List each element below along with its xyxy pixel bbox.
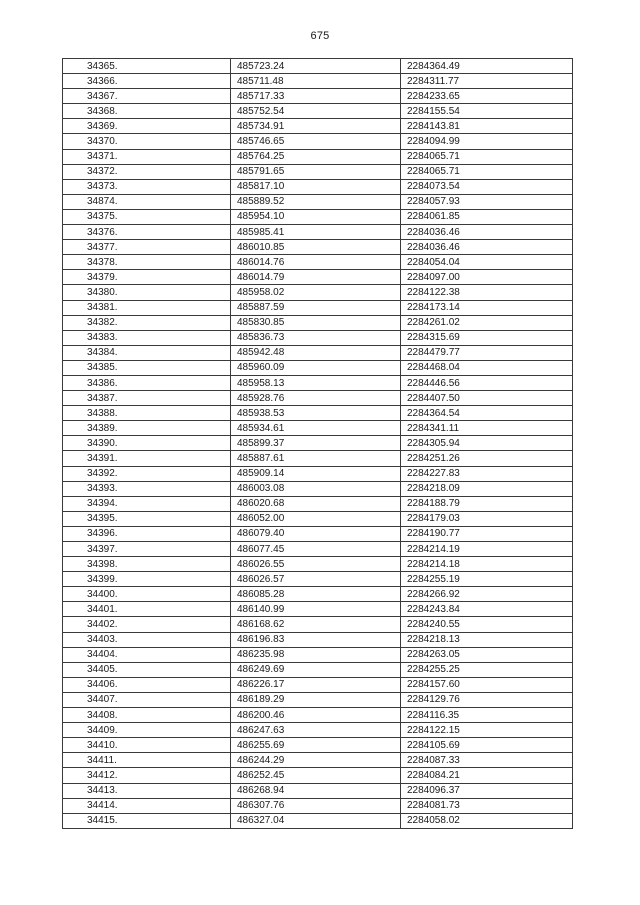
table-row — [63, 496, 573, 511]
x-coordinate-cell: 485887.61 — [231, 451, 401, 466]
point-number-cell: 34373. — [63, 179, 231, 194]
table-row — [63, 768, 573, 783]
y-coordinate-cell: 2284214.19 — [401, 542, 573, 557]
x-coordinate-cell: 486327.04 — [231, 813, 401, 828]
x-coordinate-cell: 485734.91 — [231, 119, 401, 134]
y-coordinate-cell: 2284065.71 — [401, 149, 573, 164]
x-coordinate-cell: 486052.00 — [231, 511, 401, 526]
x-coordinate-cell: 485938.53 — [231, 406, 401, 421]
y-coordinate-cell: 2284305.94 — [401, 436, 573, 451]
point-number-cell: 34406. — [63, 677, 231, 692]
point-number-cell: 34405. — [63, 662, 231, 677]
point-number-cell: 34408. — [63, 708, 231, 723]
table-row — [63, 421, 573, 436]
y-coordinate-cell: 2284214.18 — [401, 557, 573, 572]
table-row — [63, 240, 573, 255]
point-number-cell: 34375. — [63, 209, 231, 224]
point-number-cell: 34376. — [63, 225, 231, 240]
x-coordinate-cell: 486244.29 — [231, 753, 401, 768]
x-coordinate-cell: 486140.99 — [231, 602, 401, 617]
x-coordinate-cell: 486014.79 — [231, 270, 401, 285]
table-row — [63, 345, 573, 360]
point-number-cell: 34384. — [63, 345, 231, 360]
point-number-cell: 34380. — [63, 285, 231, 300]
x-coordinate-cell: 486268.94 — [231, 783, 401, 798]
x-coordinate-cell: 486026.57 — [231, 572, 401, 587]
table-row — [63, 466, 573, 481]
point-number-cell: 34372. — [63, 164, 231, 179]
coordinates-table — [62, 58, 573, 829]
x-coordinate-cell: 486200.46 — [231, 708, 401, 723]
y-coordinate-cell: 2284227.83 — [401, 466, 573, 481]
y-coordinate-cell: 2284240.55 — [401, 617, 573, 632]
point-number-cell: 34371. — [63, 149, 231, 164]
x-coordinate-cell: 486247.63 — [231, 723, 401, 738]
point-number-cell: 34402. — [63, 617, 231, 632]
x-coordinate-cell: 485934.61 — [231, 421, 401, 436]
x-coordinate-cell: 486255.69 — [231, 738, 401, 753]
table-row — [63, 542, 573, 557]
y-coordinate-cell: 2284116.35 — [401, 708, 573, 723]
point-number-cell: 34411. — [63, 753, 231, 768]
y-coordinate-cell: 2284255.19 — [401, 572, 573, 587]
y-coordinate-cell: 2284243.84 — [401, 602, 573, 617]
point-number-cell: 34382. — [63, 315, 231, 330]
x-coordinate-cell: 485889.52 — [231, 194, 401, 209]
table-row — [63, 194, 573, 209]
x-coordinate-cell: 485928.76 — [231, 391, 401, 406]
point-number-cell: 34392. — [63, 466, 231, 481]
table-row — [63, 813, 573, 828]
table-row — [63, 270, 573, 285]
table-row — [63, 662, 573, 677]
table-row — [63, 406, 573, 421]
x-coordinate-cell: 485899.37 — [231, 436, 401, 451]
y-coordinate-cell: 2284218.09 — [401, 481, 573, 496]
point-number-cell: 34409. — [63, 723, 231, 738]
point-number-cell: 34415. — [63, 813, 231, 828]
point-number-cell: 34378. — [63, 255, 231, 270]
point-number-cell: 34393. — [63, 481, 231, 496]
point-number-cell: 34412. — [63, 768, 231, 783]
y-coordinate-cell: 2284087.33 — [401, 753, 573, 768]
table-row — [63, 511, 573, 526]
table-row — [63, 723, 573, 738]
table-row — [63, 708, 573, 723]
x-coordinate-cell: 485942.48 — [231, 345, 401, 360]
x-coordinate-cell: 486196.83 — [231, 632, 401, 647]
point-number-cell: 34394. — [63, 496, 231, 511]
y-coordinate-cell: 2284407.50 — [401, 391, 573, 406]
point-number-cell: 34379. — [63, 270, 231, 285]
x-coordinate-cell: 485836.73 — [231, 330, 401, 345]
y-coordinate-cell: 2284266.92 — [401, 587, 573, 602]
x-coordinate-cell: 486026.55 — [231, 557, 401, 572]
y-coordinate-cell: 2284122.15 — [401, 723, 573, 738]
table-row — [63, 572, 573, 587]
x-coordinate-cell: 485985.41 — [231, 225, 401, 240]
y-coordinate-cell: 2284097.00 — [401, 270, 573, 285]
point-number-cell: 34370. — [63, 134, 231, 149]
y-coordinate-cell: 2284341.11 — [401, 421, 573, 436]
x-coordinate-cell: 486168.62 — [231, 617, 401, 632]
table-row — [63, 300, 573, 315]
y-coordinate-cell: 2284094.99 — [401, 134, 573, 149]
table-row — [63, 526, 573, 541]
y-coordinate-cell: 2284263.05 — [401, 647, 573, 662]
point-number-cell: 34410. — [63, 738, 231, 753]
point-number-cell: 34386. — [63, 375, 231, 390]
table-row — [63, 647, 573, 662]
point-number-cell: 34414. — [63, 798, 231, 813]
y-coordinate-cell: 2284311.77 — [401, 74, 573, 89]
table-row — [63, 602, 573, 617]
y-coordinate-cell: 2284218.13 — [401, 632, 573, 647]
y-coordinate-cell: 2284036.46 — [401, 240, 573, 255]
y-coordinate-cell: 2284157.60 — [401, 677, 573, 692]
table-row — [63, 391, 573, 406]
point-number-cell: 34395. — [63, 511, 231, 526]
y-coordinate-cell: 2284188.79 — [401, 496, 573, 511]
point-number-cell: 34381. — [63, 300, 231, 315]
x-coordinate-cell: 486249.69 — [231, 662, 401, 677]
y-coordinate-cell: 2284255.25 — [401, 662, 573, 677]
x-coordinate-cell: 485954.10 — [231, 209, 401, 224]
table-row — [63, 375, 573, 390]
table-row — [63, 677, 573, 692]
y-coordinate-cell: 2284190.77 — [401, 526, 573, 541]
x-coordinate-cell: 485746.65 — [231, 134, 401, 149]
y-coordinate-cell: 2284155.54 — [401, 104, 573, 119]
point-number-cell: 34407. — [63, 692, 231, 707]
point-number-cell: 34390. — [63, 436, 231, 451]
point-number-cell: 34385. — [63, 360, 231, 375]
y-coordinate-cell: 2284096.37 — [401, 783, 573, 798]
point-number-cell: 34368. — [63, 104, 231, 119]
y-coordinate-cell: 2284179.03 — [401, 511, 573, 526]
table-row — [63, 179, 573, 194]
table-row — [63, 315, 573, 330]
y-coordinate-cell: 2284081.73 — [401, 798, 573, 813]
x-coordinate-cell: 485958.02 — [231, 285, 401, 300]
table-row — [63, 360, 573, 375]
y-coordinate-cell: 2284036.46 — [401, 225, 573, 240]
table-row — [63, 632, 573, 647]
point-number-cell: 34404. — [63, 647, 231, 662]
point-number-cell: 34398. — [63, 557, 231, 572]
table-row — [63, 738, 573, 753]
point-number-cell: 34396. — [63, 526, 231, 541]
table-row — [63, 255, 573, 270]
point-number-cell: 34413. — [63, 783, 231, 798]
table-row — [63, 59, 573, 74]
point-number-cell: 34369. — [63, 119, 231, 134]
point-number-cell: 34367. — [63, 89, 231, 104]
y-coordinate-cell: 2284468.04 — [401, 360, 573, 375]
x-coordinate-cell: 485887.59 — [231, 300, 401, 315]
x-coordinate-cell: 485711.48 — [231, 74, 401, 89]
coordinates-table-body — [63, 59, 573, 829]
point-number-cell: 34383. — [63, 330, 231, 345]
x-coordinate-cell: 485752.54 — [231, 104, 401, 119]
y-coordinate-cell: 2284057.93 — [401, 194, 573, 209]
y-coordinate-cell: 2284251.26 — [401, 451, 573, 466]
y-coordinate-cell: 2284315.69 — [401, 330, 573, 345]
table-row — [63, 89, 573, 104]
point-number-cell: 34365. — [63, 59, 231, 74]
table-row — [63, 617, 573, 632]
page-number: 675 — [310, 30, 330, 42]
y-coordinate-cell: 2284073.54 — [401, 179, 573, 194]
table-row — [63, 119, 573, 134]
x-coordinate-cell: 486252.45 — [231, 768, 401, 783]
y-coordinate-cell: 2284479.77 — [401, 345, 573, 360]
table-row — [63, 149, 573, 164]
x-coordinate-cell: 486010.85 — [231, 240, 401, 255]
x-coordinate-cell: 485717.33 — [231, 89, 401, 104]
point-number-cell: 34399. — [63, 572, 231, 587]
point-number-cell: 34391. — [63, 451, 231, 466]
x-coordinate-cell: 485958.13 — [231, 375, 401, 390]
table-row — [63, 164, 573, 179]
table-row — [63, 330, 573, 345]
x-coordinate-cell: 486014.76 — [231, 255, 401, 270]
point-number-cell: 34389. — [63, 421, 231, 436]
x-coordinate-cell: 485830.85 — [231, 315, 401, 330]
table-row — [63, 783, 573, 798]
x-coordinate-cell: 486003.08 — [231, 481, 401, 496]
point-number-cell: 34397. — [63, 542, 231, 557]
y-coordinate-cell: 2284143.81 — [401, 119, 573, 134]
table-row — [63, 587, 573, 602]
y-coordinate-cell: 2284233.65 — [401, 89, 573, 104]
y-coordinate-cell: 2284129.76 — [401, 692, 573, 707]
point-number-cell: 34377. — [63, 240, 231, 255]
point-number-cell: 34387. — [63, 391, 231, 406]
y-coordinate-cell: 2284084.21 — [401, 768, 573, 783]
x-coordinate-cell: 486307.76 — [231, 798, 401, 813]
x-coordinate-cell: 486189.29 — [231, 692, 401, 707]
point-number-cell: 34874. — [63, 194, 231, 209]
table-row — [63, 692, 573, 707]
x-coordinate-cell: 486079.40 — [231, 526, 401, 541]
y-coordinate-cell: 2284173.14 — [401, 300, 573, 315]
table-row — [63, 557, 573, 572]
table-row — [63, 436, 573, 451]
table-row — [63, 753, 573, 768]
x-coordinate-cell: 485817.10 — [231, 179, 401, 194]
y-coordinate-cell: 2284105.69 — [401, 738, 573, 753]
y-coordinate-cell: 2284364.54 — [401, 406, 573, 421]
x-coordinate-cell: 485909.14 — [231, 466, 401, 481]
table-row — [63, 225, 573, 240]
x-coordinate-cell: 486085.28 — [231, 587, 401, 602]
point-number-cell: 34366. — [63, 74, 231, 89]
x-coordinate-cell: 486226.17 — [231, 677, 401, 692]
point-number-cell: 34400. — [63, 587, 231, 602]
x-coordinate-cell: 485960.09 — [231, 360, 401, 375]
table-row — [63, 104, 573, 119]
table-row — [63, 285, 573, 300]
y-coordinate-cell: 2284122.38 — [401, 285, 573, 300]
point-number-cell: 34388. — [63, 406, 231, 421]
table-row — [63, 798, 573, 813]
table-row — [63, 481, 573, 496]
x-coordinate-cell: 485764.25 — [231, 149, 401, 164]
table-row — [63, 451, 573, 466]
table-row — [63, 134, 573, 149]
table-row — [63, 74, 573, 89]
table-row — [63, 209, 573, 224]
y-coordinate-cell: 2284058.02 — [401, 813, 573, 828]
y-coordinate-cell: 2284364.49 — [401, 59, 573, 74]
y-coordinate-cell: 2284065.71 — [401, 164, 573, 179]
x-coordinate-cell: 486235.98 — [231, 647, 401, 662]
x-coordinate-cell: 485791.65 — [231, 164, 401, 179]
point-number-cell: 34403. — [63, 632, 231, 647]
x-coordinate-cell: 486077.45 — [231, 542, 401, 557]
point-number-cell: 34401. — [63, 602, 231, 617]
x-coordinate-cell: 486020.68 — [231, 496, 401, 511]
y-coordinate-cell: 2284054.04 — [401, 255, 573, 270]
y-coordinate-cell: 2284261.02 — [401, 315, 573, 330]
x-coordinate-cell: 485723.24 — [231, 59, 401, 74]
y-coordinate-cell: 2284061.85 — [401, 209, 573, 224]
y-coordinate-cell: 2284446.56 — [401, 375, 573, 390]
